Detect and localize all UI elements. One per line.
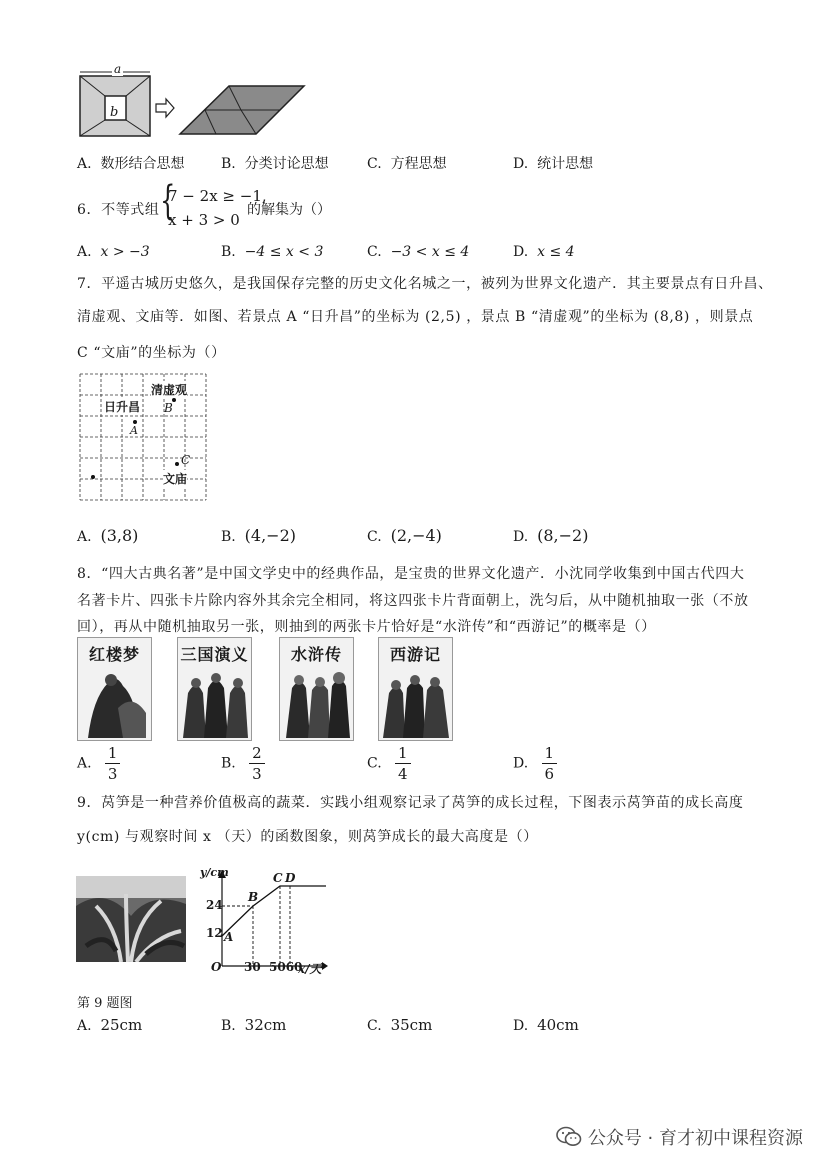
q5-option-a[interactable]: A. 数形结合思想 (77, 156, 185, 172)
q6-inequality-1: 7 − 2x ≥ −1, (168, 187, 267, 205)
q9-graph-ylabel: y/cm (200, 866, 229, 879)
card-xi-you-ji: 西游记 (378, 637, 453, 741)
q7-text-line-3: C “文庙”的坐标为（） (77, 345, 226, 361)
q5-figure (76, 66, 312, 138)
q9-option-d[interactable]: D. 40cm (513, 1016, 579, 1034)
card-hong-lou-meng: 红楼梦 (77, 637, 152, 741)
q9-graph-point-c: C (273, 871, 283, 885)
wechat-watermark (556, 1124, 803, 1150)
q9-option-a[interactable]: A. 25cm (77, 1016, 143, 1034)
q6-prefix: 6．不等式组 (77, 202, 160, 218)
q7-option-b[interactable]: B. (4,−2) (221, 526, 296, 545)
q5-option-c[interactable]: C. 方程思想 (367, 156, 447, 172)
q9-option-c[interactable]: C. 35cm (367, 1016, 433, 1034)
q9-graph-tick-12: 12 (206, 926, 223, 940)
q6-inequality-2: x + 3 > 0 (168, 211, 240, 229)
q7-map-label-qing-xu-guan: 清虚观 (151, 383, 188, 397)
q7-map-point-a: A (130, 424, 138, 437)
q8-option-c[interactable]: C. $\frac{1}{4}$ (367, 744, 411, 783)
q7-option-c[interactable]: C. (2,−4) (367, 526, 442, 545)
q6-option-c[interactable]: C. −3 < x ≤ 4 (367, 244, 470, 260)
q6-option-a[interactable]: A. x > −3 (77, 244, 150, 260)
q7-option-d[interactable]: D. (8,−2) (513, 526, 589, 545)
q7-text-line-2: 清虚观、文庙等．如图、若景点 A “日升昌”的坐标为 (2,5) ，景点 B “清虚观”的坐标为 (8,8) ，则景点 (77, 309, 754, 325)
q6-suffix: 的解集为（） (247, 202, 331, 218)
q6-option-b[interactable]: B. −4 ≤ x < 3 (221, 244, 324, 260)
q6-option-d[interactable]: D. x ≤ 4 (513, 244, 575, 260)
q8-text-line-2: 名著卡片、四张卡片除内容外其余完全相同，将这四张卡片背面朝上，洗匀后，从中随机抽取一张（不放 (77, 593, 749, 609)
q6-brace: { (160, 178, 176, 224)
q7-map-point-c: C (181, 453, 191, 467)
q8-text-line-1: 8．“四大古典名著”是中国文学史中的经典作品，是宝贵的世界文化遗产．小沈同学收集到中国古代四大 (77, 566, 745, 582)
q9-graph-tick-5060: 5060 (269, 960, 303, 974)
q9-graph-tick-30: 30 (244, 960, 261, 974)
q8-option-a[interactable]: A. $\frac{1}{3}$ (77, 744, 120, 783)
q9-graph-point-a: A (224, 930, 234, 944)
q7-text-line-1: 7．平遥古城历史悠久，是我国保存完整的历史文化名城之一，被列为世界文化遗产．其主要景点有日升昌、 (77, 276, 773, 292)
q9-text-line-1: 9．莴笋是一种营养价值极高的蔬菜．实践小组观察记录了莴笋的成长过程，下图表示莴笋苗的成长高度 (77, 795, 744, 811)
q7-grid-map (78, 372, 208, 504)
q9-text-line-2: y(cm) 与观察时间 x （天）的函数图象，则莴笋成长的最大高度是（） (77, 829, 538, 845)
q7-map-label-ri-sheng-chang: 日升昌 (104, 400, 141, 414)
q9-graph-xlabel: x/天 (298, 962, 322, 976)
q7-option-a[interactable]: A. (3,8) (77, 526, 139, 545)
q5-label-b: b (110, 105, 119, 120)
q5-option-d[interactable]: D. 统计思想 (513, 156, 594, 172)
q8-text-line-3: 回），再从中随机抽取另一张，则抽到的两张卡片恰好是“水浒传”和“西游记”的概率是（） (77, 619, 656, 635)
q9-graph-point-d: D (285, 871, 296, 885)
q9-graph-point-b: B (248, 890, 259, 904)
q7-map-point-b: B (164, 401, 173, 415)
wechat-icon (556, 1126, 582, 1148)
q9-option-b[interactable]: B. 32cm (221, 1016, 287, 1034)
watermark-text: 公众号 · 育才初中课程资源 (587, 1128, 803, 1149)
q9-graph-origin: O (211, 960, 222, 974)
q7-map-label-wen-miao: 文庙 (163, 472, 188, 486)
q9-graph-tick-24: 24 (206, 898, 223, 912)
q5-label-a: a (114, 62, 122, 76)
card-shui-hu-zhuan: 水浒传 (279, 637, 354, 741)
q5-option-b[interactable]: B. 分类讨论思想 (221, 156, 329, 172)
card-san-guo-yan-yi: 三国演义 (177, 637, 252, 741)
q9-figure-caption: 第 9 题图 (77, 996, 133, 1011)
q8-option-d[interactable]: D. $\frac{1}{6}$ (513, 744, 557, 783)
lettuce-photo (76, 876, 186, 962)
q8-option-b[interactable]: B. $\frac{2}{3}$ (221, 744, 265, 783)
